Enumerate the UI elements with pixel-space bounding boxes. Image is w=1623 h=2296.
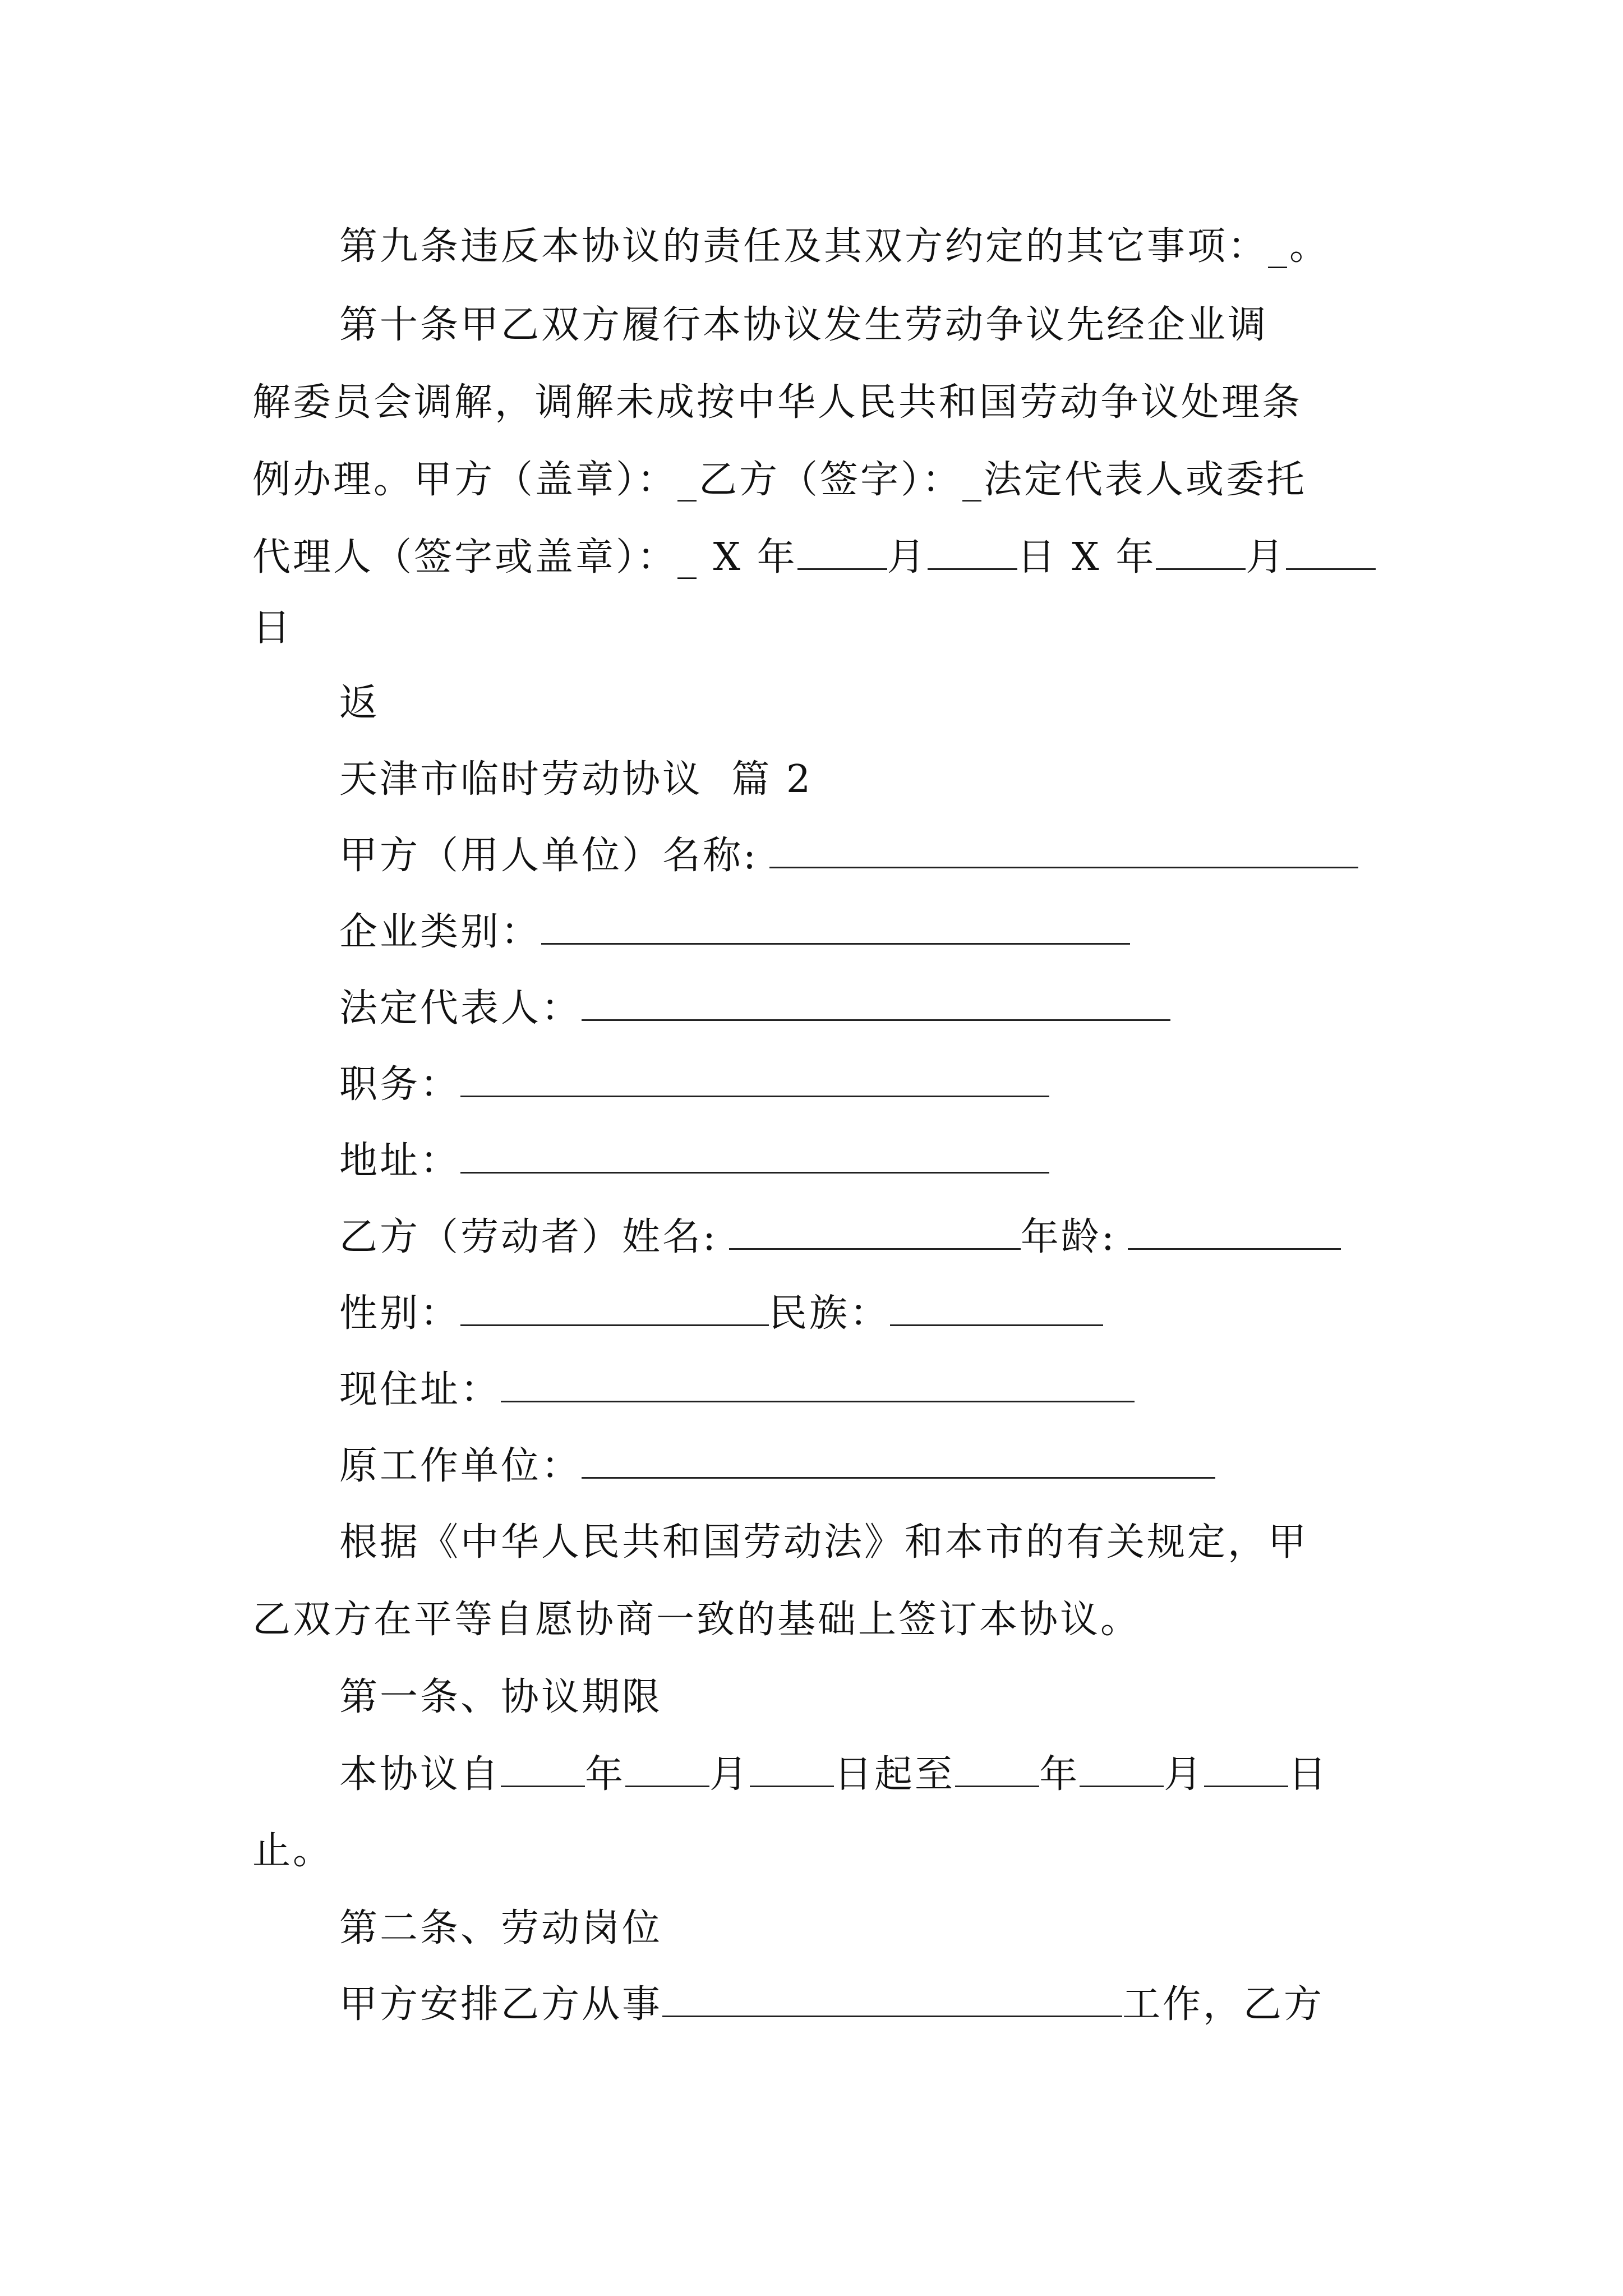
- age-label: 年龄:: [1020, 1215, 1117, 1259]
- party-b-name-field[interactable]: [729, 1213, 1021, 1250]
- address-field[interactable]: [460, 1137, 1049, 1174]
- article-10-line-2: 解委员会调解，调解未成按中华人民共和国劳动争议处理条: [252, 380, 1303, 425]
- party-a-name-label: 甲方（用人单位）名称:: [339, 834, 758, 878]
- party-a-name-field[interactable]: [769, 832, 1358, 868]
- position-field[interactable]: [460, 1061, 1049, 1097]
- enterprise-type-row: [339, 904, 1461, 960]
- job-assign-tail: 工作，乙方: [1122, 1982, 1325, 2027]
- party-a-name-row: [339, 828, 1461, 884]
- blank-month[interactable]: [1080, 1751, 1164, 1787]
- month-label: 月: [887, 535, 928, 579]
- day-label: 日: [1288, 1752, 1329, 1797]
- legal-rep-row: [339, 981, 1461, 1037]
- article-1-period: [339, 1747, 1461, 1803]
- article-10-line-5: 日: [252, 606, 293, 650]
- back-link[interactable]: 返: [339, 681, 380, 725]
- article-9: 第九条违反本协议的责任及其双方约定的其它事项：_。: [339, 224, 1330, 269]
- enterprise-type-label: 企业类别：: [339, 910, 542, 954]
- year-label: 年: [1039, 1752, 1080, 1797]
- month-label: 月: [709, 1752, 750, 1797]
- legal-rep-field[interactable]: [582, 984, 1170, 1021]
- blank-month: [797, 533, 887, 570]
- basis-line-1: 根据《中华人民共和国劳动法》和本市的有关规定，甲: [339, 1520, 1309, 1565]
- article-10-line-4: [252, 530, 1374, 586]
- enterprise-type-field[interactable]: [541, 908, 1130, 945]
- year-label: 年: [585, 1752, 626, 1797]
- ethnicity-label: 民族：: [769, 1291, 891, 1336]
- address-label: 地址：: [339, 1139, 461, 1183]
- month-label: 月: [1246, 535, 1287, 579]
- blank-month[interactable]: [625, 1751, 709, 1787]
- blank-day: [1286, 533, 1376, 570]
- former-employer-row: [339, 1438, 1461, 1494]
- gender-field[interactable]: [460, 1290, 769, 1326]
- legal-rep-label: 法定代表人：: [339, 986, 582, 1030]
- ethnicity-field[interactable]: [890, 1290, 1103, 1326]
- current-address-row: [339, 1362, 1461, 1418]
- section-title: 天津市临时劳动协议 篇 2: [339, 757, 813, 802]
- article-1-title: 第一条、协议期限: [339, 1675, 663, 1719]
- address-row: [339, 1133, 1461, 1189]
- article-10-line-1: 第十条甲乙双方履行本协议发生劳动争议先经企业调: [339, 303, 1269, 347]
- period-from-label: 本协议自: [339, 1752, 501, 1797]
- blank-month: [1156, 533, 1246, 570]
- gender-label: 性别：: [339, 1291, 461, 1336]
- article-1-end: 止。: [252, 1829, 334, 1873]
- article-2-line: [339, 1977, 1461, 2033]
- party-b-name-label: 乙方（劳动者）姓名:: [339, 1215, 718, 1259]
- party-b-row: [339, 1209, 1461, 1266]
- article-10-line-3: 例办理。甲方（盖章）：_乙方（签字）：_法定代表人或委托: [252, 458, 1307, 502]
- blank-day[interactable]: [750, 1751, 834, 1787]
- former-employer-label: 原工作单位：: [339, 1444, 582, 1488]
- basis-line-2: 乙双方在平等自愿协商一致的基础上签订本协议。: [252, 1598, 1141, 1642]
- current-address-label: 现住址：: [339, 1368, 501, 1412]
- signature-date-label: 代理人（签字或盖章）：_ X 年: [252, 535, 797, 579]
- job-assign-label: 甲方安排乙方从事: [339, 1982, 663, 2027]
- day-from-label: 日起至: [834, 1752, 956, 1797]
- position-label: 职务：: [339, 1062, 461, 1107]
- blank-day[interactable]: [1204, 1751, 1288, 1787]
- former-employer-field[interactable]: [582, 1442, 1215, 1479]
- day-year-label: 日 X 年: [1017, 535, 1156, 579]
- current-address-field[interactable]: [501, 1366, 1135, 1402]
- blank-day: [928, 533, 1017, 570]
- article-2-title: 第二条、劳动岗位: [339, 1906, 663, 1950]
- blank-year[interactable]: [955, 1751, 1039, 1787]
- month-label: 月: [1164, 1752, 1205, 1797]
- age-field[interactable]: [1128, 1213, 1341, 1250]
- position-row: [339, 1057, 1461, 1113]
- job-field[interactable]: [662, 1981, 1122, 2017]
- gender-row: [339, 1286, 1461, 1342]
- blank-year[interactable]: [501, 1751, 585, 1787]
